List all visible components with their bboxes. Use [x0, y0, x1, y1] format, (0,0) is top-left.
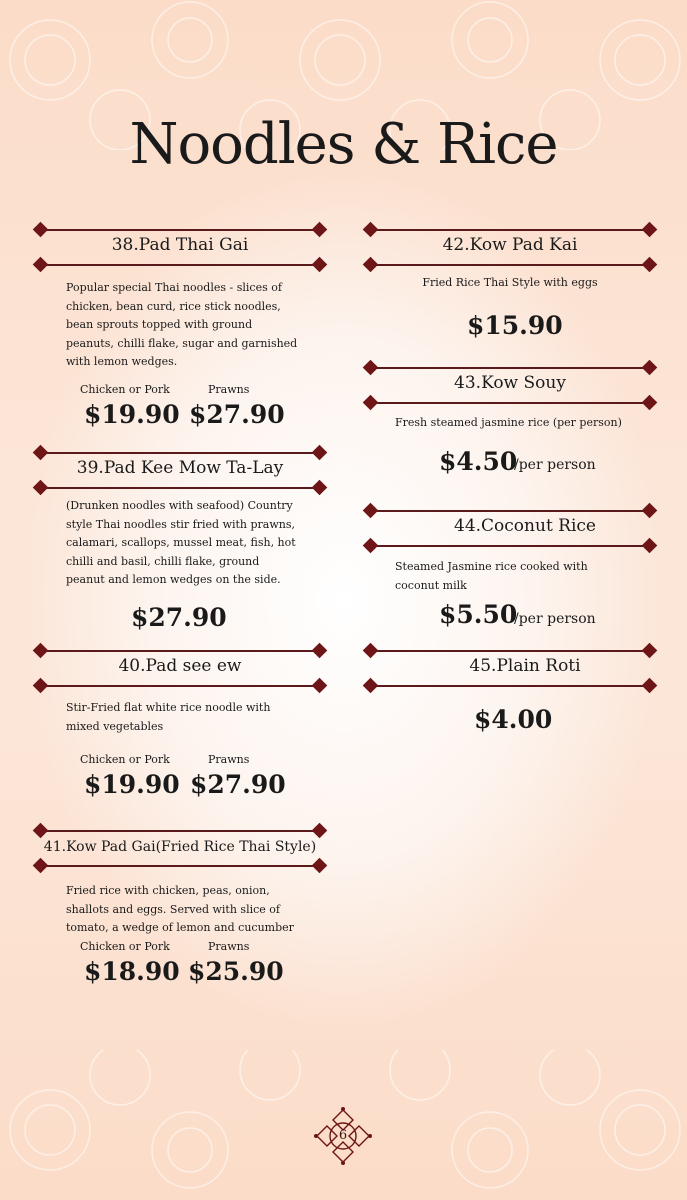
price-40-prawns: $27.90 [190, 770, 286, 799]
price-45: $4.00 [474, 705, 553, 734]
banner-item-42 [365, 221, 655, 277]
item-name-38: 38.Pad Thai Gai [111, 235, 249, 255]
page-title: Noodles & Rice [129, 112, 558, 177]
item-description-44: Steamed Jasmine rice cooked with coconut milk [395, 560, 588, 592]
banner-item-41 [35, 822, 325, 878]
option-label-prawns: Prawns [208, 753, 250, 766]
diamond-ornament-icon [363, 538, 379, 554]
page-number-ornament [313, 1106, 373, 1166]
option-label-prawns: Prawns [208, 383, 250, 396]
diamond-ornament-icon [312, 678, 328, 694]
price-41-chicken-or-pork: $18.90 [84, 957, 180, 986]
price-unit-44: /per person [514, 611, 596, 627]
diamond-ornament-icon [33, 480, 49, 496]
price-unit-43: /per person [514, 457, 596, 473]
diamond-ornament-icon [642, 395, 658, 411]
item-name-41: 41.Kow Pad Gai(Fried Rice Thai Style) [43, 839, 317, 855]
price-40-chicken-or-pork: $19.90 [84, 770, 180, 799]
diamond-ornament-icon [363, 257, 379, 273]
diamond-ornament-icon [312, 480, 328, 496]
item-name-43: 43.Kow Souy [454, 373, 566, 393]
banner-item-38 [35, 221, 325, 277]
diamond-ornament-icon [312, 257, 328, 273]
item-description-42: Fried Rice Thai Style with eggs [422, 276, 598, 289]
item-description-39: (Drunken noodles with seafood) Country style Thai noodles stir fried with prawns, calamari, scallops, mussel meat, fish, hot chilli and basil, chilli flake, ground peanut and lemon wedges on the side. [66, 499, 296, 586]
price-38-prawns: $27.90 [189, 400, 285, 429]
item-name-44: 44.Coconut Rice [454, 516, 596, 536]
price-44: $5.50 [439, 600, 518, 629]
price-38-chicken-or-pork: $19.90 [84, 400, 180, 429]
banner-item-39 [35, 444, 325, 500]
diamond-ornament-icon [642, 678, 658, 694]
item-name-39: 39.Pad Kee Mow Ta-Lay [76, 458, 284, 478]
option-label-prawns: Prawns [208, 940, 250, 953]
diamond-ornament-icon [33, 858, 49, 874]
page-number: 6 [338, 1128, 348, 1143]
diamond-ornament-icon [33, 678, 49, 694]
diamond-ornament-icon [312, 823, 328, 839]
option-label-chicken-or-pork: Chicken or Pork [80, 383, 170, 396]
item-name-40: 40.Pad see ew [118, 656, 242, 676]
price-39: $27.90 [131, 603, 227, 632]
diamond-ornament-icon [33, 823, 49, 839]
banner-item-44 [365, 502, 655, 558]
diamond-ornament-icon [363, 678, 379, 694]
item-description-38: Popular special Thai noodles - slices of chicken, bean curd, rice stick noodles, bean sprouts topped with ground peanuts, chilli flake, sugar and garnished with lemon wedges. [66, 281, 298, 368]
diamond-ornament-icon [642, 257, 658, 273]
price-42: $15.90 [467, 311, 563, 340]
banner-item-43 [365, 359, 655, 415]
option-label-chicken-or-pork: Chicken or Pork [80, 940, 170, 953]
option-label-chicken-or-pork: Chicken or Pork [80, 753, 170, 766]
item-name-45: 45.Plain Roti [469, 656, 581, 676]
item-name-42: 42.Kow Pad Kai [442, 235, 578, 255]
diamond-ornament-icon [312, 858, 328, 874]
price-43: $4.50 [439, 447, 518, 476]
item-description-43: Fresh steamed jasmine rice (per person) [395, 416, 622, 429]
banner-item-45 [365, 642, 655, 698]
item-description-41: Fried rice with chicken, peas, onion, shallots and eggs. Served with slice of tomato, a wedge of lemon and cucumber [66, 884, 294, 934]
diamond-ornament-icon [33, 257, 49, 273]
diamond-ornament-icon [363, 395, 379, 411]
banner-item-40 [35, 642, 325, 698]
diamond-ornament-icon [642, 538, 658, 554]
price-41-prawns: $25.90 [188, 957, 284, 986]
item-description-40: Stir-Fried flat white rice noodle with mixed vegetables [66, 701, 271, 733]
